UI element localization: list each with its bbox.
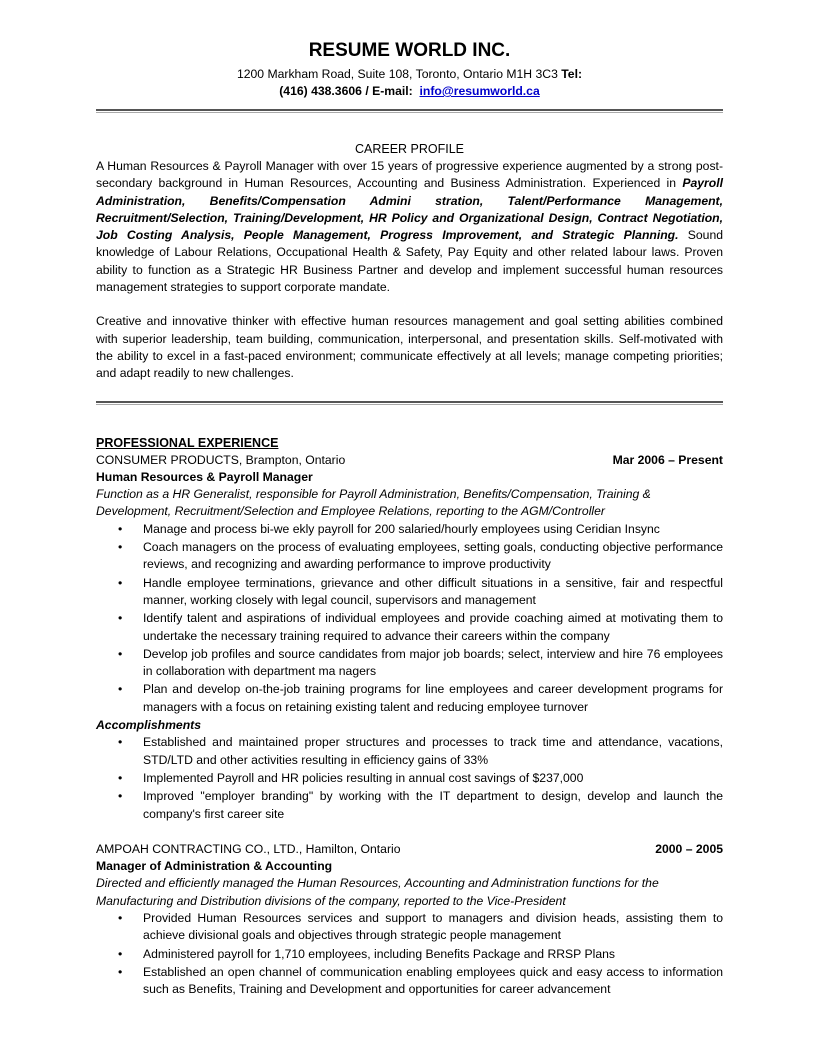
bullet: • xyxy=(118,540,123,555)
company-name: RESUME WORLD INC. xyxy=(308,40,511,61)
duty-text: Manage and process bi-we ekly payroll for 200 salaried/hourly employees using Ceridian Insync xyxy=(143,521,660,536)
duty-text: Handle employee terminations, grievance and other difficult situations in a sensitive, fair and respectful manner, working closely with legal council, supervisors and management xyxy=(143,575,723,607)
bullet: • xyxy=(118,646,123,661)
job-2-header xyxy=(96,841,723,858)
list-item xyxy=(96,610,723,645)
bullet: • xyxy=(118,735,123,750)
list-item xyxy=(96,946,723,963)
list-item xyxy=(96,681,723,716)
bullet: • xyxy=(118,521,123,536)
profile-p1-skills: Payroll Administration, Benefits/Compensation Admini stration, Talent/Performance Management, Recruitment/Selection, Training/Development, HR Policy and Organizational Design, Contract Negotiation, Job Costing Analysis, People Management, Progress Improvement, and Strategic Planning. xyxy=(96,176,723,243)
bullet: • xyxy=(118,789,123,804)
duty-text: Develop job profiles and source candidates from major job boards; select, interview and hire 76 employees in collaboration with department ma nagers xyxy=(143,646,723,679)
resume-page xyxy=(96,40,723,999)
job-1-title: Human Resources & Payroll Manager xyxy=(96,469,313,484)
accomplishment-text: Improved "employer branding" by working with the IT department to design, develop and launch the company's first career site xyxy=(143,789,723,821)
list-item xyxy=(96,734,723,769)
job-2-employer: AMPOAH CONTRACTING CO., LTD., Hamilton, Ontario xyxy=(96,841,401,856)
duty-text: Plan and develop on-the-job training programs for line employees and career development programs for managers with a focus on retaining existing talent and reducing employee turnover xyxy=(143,682,723,714)
list-item xyxy=(96,964,723,999)
list-item xyxy=(96,788,723,823)
tel-label: Tel: xyxy=(561,67,583,81)
duty-text: Administered payroll for 1,710 employees, including Benefits Package and RRSP Plans xyxy=(143,946,615,961)
experience-heading: PROFESSIONAL EXPERIENCE xyxy=(96,435,279,450)
bullet: • xyxy=(118,575,123,590)
list-item xyxy=(96,910,723,945)
job-2-summary: Directed and efficiently managed the Human Resources, Accounting and Administration functions for the Manufacturing and Distribution divisions of the company, reported to the Vice-President xyxy=(96,876,659,908)
email-link[interactable]: info@resumworld.ca xyxy=(419,84,540,98)
duty-text: Identify talent and aspirations of individual employees and provide coaching aimed at motivating them to undertake the necessary training required to advance their careers within the company xyxy=(143,611,723,643)
duty-text: Coach managers on the process of evaluating employees, setting goals, conducting objective performance reviews, and recognizing and awarding performance to improve productivity xyxy=(143,540,723,572)
list-item xyxy=(96,575,723,610)
job-1-employer: CONSUMER PRODUCTS, Brampton, Ontario xyxy=(96,452,346,467)
phone-number: (416) 438.3606 xyxy=(279,84,362,98)
bullet: • xyxy=(118,964,123,979)
job-1-dates: Mar 2006 – Present xyxy=(612,452,723,467)
address-text: 1200 Markham Road, Suite 108, Toronto, Ontario M1H 3C3 xyxy=(236,67,558,81)
job-1-accomplishments xyxy=(96,734,723,822)
list-item xyxy=(96,770,723,787)
duty-text: Provided Human Resources services and support to managers and division heads, assisting them to achieve divisional goals and objectives through strategic people management xyxy=(143,910,723,943)
list-item xyxy=(96,646,723,681)
contact-line xyxy=(96,83,723,100)
duty-text: Established an open channel of communication enabling employees quick and easy access to information such as Benefits, Training and Development and opportunities for career advancement xyxy=(143,964,723,997)
accomplishment-text: Established and maintained proper structures and processes to track time and attendance, vacations, STD/LTD and other activities resulting in efficiency gains of 33% xyxy=(143,735,723,767)
job-2-duties xyxy=(96,910,723,998)
email-label: / E-mail: xyxy=(365,84,413,98)
profile-p1-intro: A Human Resources & Payroll Manager with over 15 years of progressive experience augmented by a strong post-secondary background in Human Resources, Accounting and Business Administration. Experienced in xyxy=(96,159,723,191)
list-item xyxy=(96,539,723,574)
profile-p1-outro: Sound knowledge of Labour Relations, Occupational Health & Safety, Pay Equity and other related labour laws. Proven ability to function as a Strategic HR Business Partner and develop and implement successful human resources management strategies to support corporate mandate. xyxy=(96,228,723,295)
profile-paragraph-1 xyxy=(96,158,723,296)
accomplishments-heading: Accomplishments xyxy=(96,718,201,733)
job-1-duties xyxy=(96,521,723,716)
profile-paragraph-2: Creative and innovative thinker with effective human resources management and goal setting abilities combined with superior leadership, team building, communication, interpersonal, and presentation skills. Self-motivated with the ability to excel in a fast-paced environment; communicate effectively at all levels; manage competing priorities; and adapt readily to new challenges. xyxy=(96,314,723,381)
job-2-dates: 2000 – 2005 xyxy=(655,841,723,856)
job-2-title: Manager of Administration & Accounting xyxy=(96,859,333,874)
job-1-summary: Function as a HR Generalist, responsible for Payroll Administration, Benefits/Compensation, Training & Development, Recruitment/Selection and Employee Relations, reporting to the AGM/Controller xyxy=(96,487,651,519)
career-profile-heading: CAREER PROFILE xyxy=(354,142,465,156)
bullet: • xyxy=(118,770,123,785)
address-line xyxy=(96,66,723,83)
list-item xyxy=(96,521,723,538)
job-1-header xyxy=(96,452,723,469)
accomplishment-text: Implemented Payroll and HR policies resulting in annual cost savings of $237,000 xyxy=(143,770,584,785)
bullet: • xyxy=(118,611,123,626)
bullet: • xyxy=(118,682,123,697)
bullet: • xyxy=(118,910,123,925)
bullet: • xyxy=(118,946,123,961)
